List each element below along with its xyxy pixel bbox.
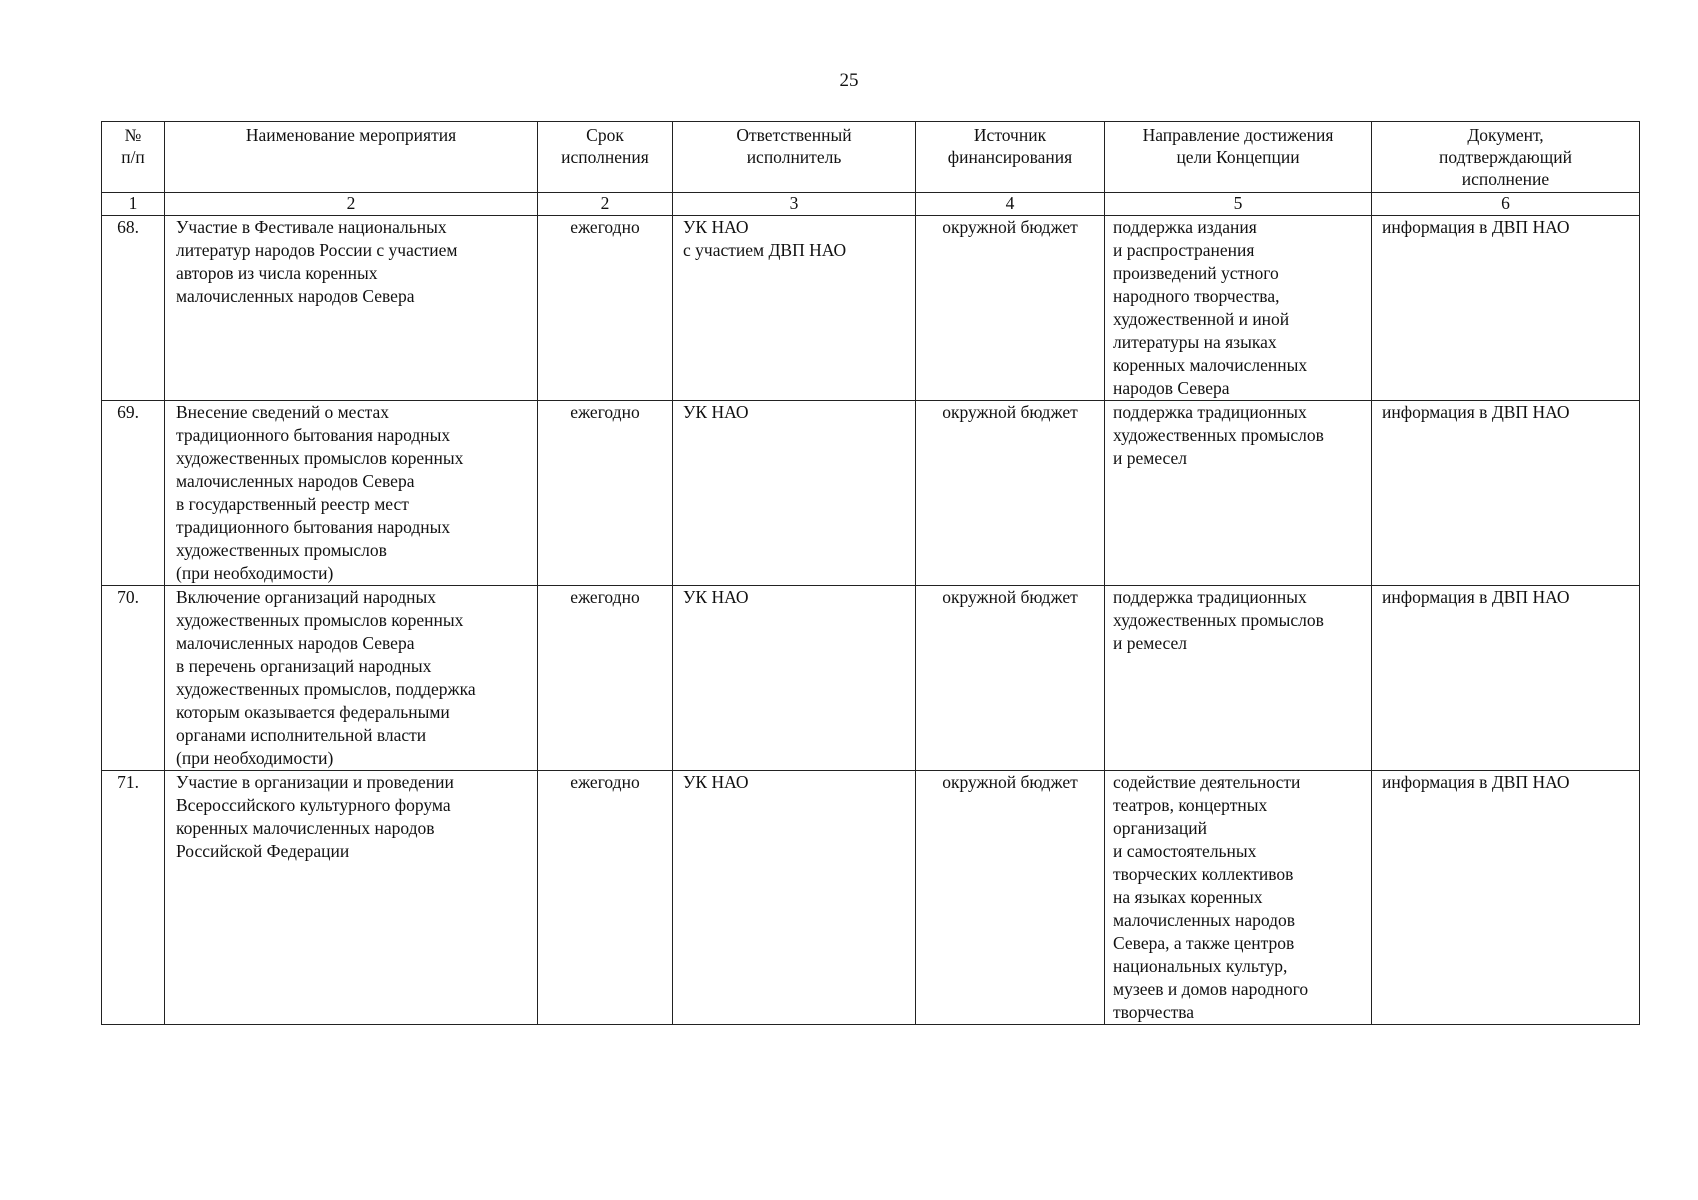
goal-direction: поддержка традиционных художественных промыслов и ремесел [1105,401,1372,586]
executor: УК НАО с участием ДВП НАО [673,216,916,401]
confirming-document: информация в ДВП НАО [1372,401,1640,586]
table-row [102,586,1640,771]
page-number: 25 [839,70,859,91]
row-number: 71. [102,771,165,1025]
table-header-row [102,122,1640,193]
column-number: 2 [165,193,538,216]
executor: УК НАО [673,771,916,1025]
column-number: 1 [102,193,165,216]
confirming-document: информация в ДВП НАО [1372,216,1640,401]
term: ежегодно [538,586,673,771]
header-number: № п/п [102,122,165,193]
header-funding: Источник финансирования [916,122,1105,193]
column-number: 5 [1105,193,1372,216]
term: ежегодно [538,401,673,586]
goal-direction: поддержка издания и распространения произведений устного народного творчества, художественной и иной литературы на языках коренных малочисленных народов Севера [1105,216,1372,401]
column-number: 3 [673,193,916,216]
executor: УК НАО [673,401,916,586]
header-executor: Ответственный исполнитель [673,122,916,193]
event-name: Включение организаций народных художественных промыслов коренных малочисленных народов Севера в перечень организаций народных художественных промыслов, поддержка которым оказывается федеральными органами исполнительной власти (при необходимости) [165,586,538,771]
term: ежегодно [538,216,673,401]
row-number: 69. [102,401,165,586]
executor: УК НАО [673,586,916,771]
header-event-name: Наименование мероприятия [165,122,538,193]
event-name: Внесение сведений о местах традиционного бытования народных художественных промыслов коренных малочисленных народов Севера в государственный реестр мест традиционного бытования народных художественных промыслов (при необходимости) [165,401,538,586]
term: ежегодно [538,771,673,1025]
funding-source: окружной бюджет [916,401,1105,586]
table-row [102,216,1640,401]
event-name: Участие в Фестивале национальных литератур народов России с участием авторов из числа коренных малочисленных народов Севера [165,216,538,401]
column-number-row [102,193,1640,216]
table-row [102,401,1640,586]
header-term: Срок исполнения [538,122,673,193]
table-row [102,771,1640,1025]
action-plan-table [101,121,1640,1025]
goal-direction: содействие деятельности театров, концертных организаций и самостоятельных творческих коллективов на языках коренных малочисленных народов Севера, а также центров национальных культур, музеев и домов народного творчества [1105,771,1372,1025]
confirming-document: информация в ДВП НАО [1372,771,1640,1025]
column-number: 4 [916,193,1105,216]
header-document: Документ, подтверждающий исполнение [1372,122,1640,193]
funding-source: окружной бюджет [916,771,1105,1025]
row-number: 68. [102,216,165,401]
column-number: 6 [1372,193,1640,216]
goal-direction: поддержка традиционных художественных промыслов и ремесел [1105,586,1372,771]
funding-source: окружной бюджет [916,216,1105,401]
confirming-document: информация в ДВП НАО [1372,586,1640,771]
column-number: 2 [538,193,673,216]
row-number: 70. [102,586,165,771]
header-direction: Направление достижения цели Концепции [1105,122,1372,193]
event-name: Участие в организации и проведении Всероссийского культурного форума коренных малочисленных народов Российской Федерации [165,771,538,1025]
funding-source: окружной бюджет [916,586,1105,771]
